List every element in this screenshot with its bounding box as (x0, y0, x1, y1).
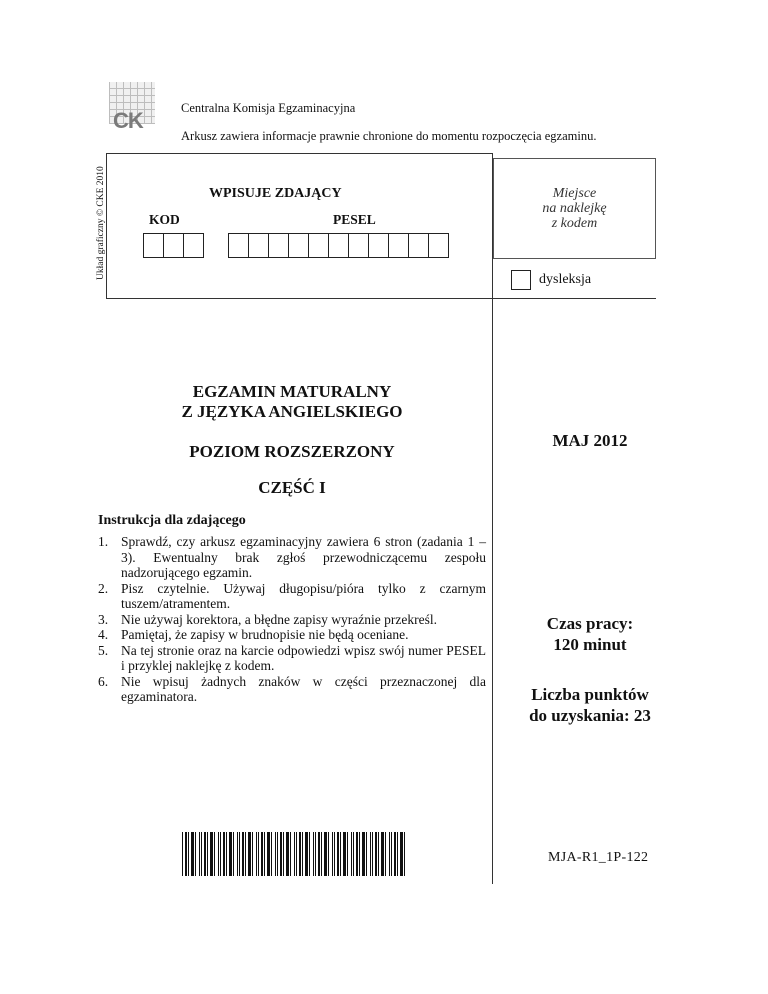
instruction-item: 4. Pamiętaj, że zapisy w brudnopisie nie będą oceniane. (98, 627, 409, 642)
pesel-box[interactable] (268, 233, 289, 258)
sticker-line1: Miejsce (552, 186, 597, 201)
instruction-item: 6. Nie wpisuj żadnych znaków w części przeznaczonej dla egzaminatora. (98, 673, 486, 704)
barcode (182, 832, 405, 876)
points-label: Liczba punktów (531, 685, 649, 704)
kod-box[interactable] (183, 233, 204, 258)
pesel-box[interactable] (428, 233, 449, 258)
instructions-list (98, 534, 486, 705)
instructions-heading: Instrukcja dla zdającego (98, 513, 246, 528)
time-label: Czas pracy: (546, 614, 634, 633)
points-value: do uzyskania: 23 (529, 706, 651, 725)
cke-logo (103, 82, 165, 138)
dyslexia-label: dysleksja (539, 272, 592, 287)
exam-title-line1: EGZAMIN MATURALNY (192, 382, 392, 401)
instruction-item: 3. Nie używaj korektora, a błędne zapisy wyraźnie przekreśl. (98, 611, 437, 627)
kod-box[interactable] (163, 233, 184, 258)
pesel-box[interactable] (288, 233, 309, 258)
pesel-box[interactable] (388, 233, 409, 258)
instruction-item: 1. Sprawdź, czy arkusz egzaminacyjny zawiera 6 stron (zadania 1 – 3). Ewentualny brak zgłoś przewodniczącemu zespołu nadzorującego egzamin. (98, 534, 486, 580)
pesel-box[interactable] (308, 233, 329, 258)
exam-title (140, 382, 444, 422)
instruction-item: 5. Na tej stronie oraz na karcie odpowiedzi wpisz swój numer PESEL i przyklej naklejkę z kodem. (98, 642, 486, 673)
instruction-item: 2. Pisz czytelnie. Używaj długopisu/pióra tylko z czarnym tuszem/atramentem. (98, 580, 486, 611)
pesel-label: PESEL (333, 212, 376, 227)
exam-part: CZĘŚĆ I (258, 478, 326, 497)
left-frame-line (106, 153, 107, 299)
side-credit: Układ graficzny © CKE 2010 (96, 166, 106, 280)
pesel-box[interactable] (228, 233, 249, 258)
kod-label: KOD (149, 212, 180, 227)
time-info (500, 613, 680, 655)
pesel-box[interactable] (408, 233, 429, 258)
vertical-divider (492, 153, 493, 884)
exam-code: MJA-R1_1P-122 (548, 850, 649, 865)
dyslexia-checkbox[interactable] (511, 270, 531, 290)
exam-session: MAJ 2012 (552, 431, 628, 450)
pesel-boxes (228, 233, 449, 258)
candidate-heading: WPISUJE ZDAJĄCY (209, 186, 342, 201)
sticker-area (493, 158, 656, 259)
top-frame-line (106, 153, 493, 154)
pesel-box[interactable] (248, 233, 269, 258)
time-value: 120 minut (553, 635, 627, 654)
pesel-box[interactable] (368, 233, 389, 258)
logo-letters: CK (113, 108, 143, 133)
sticker-line3: z kodem (551, 216, 598, 231)
kod-box[interactable] (143, 233, 164, 258)
pesel-box[interactable] (348, 233, 369, 258)
sticker-line2: na naklejkę (542, 201, 607, 216)
exam-title-line2: Z JĘZYKA ANGIELSKIEGO (181, 402, 403, 421)
institution-name: Centralna Komisja Egzaminacyjna (181, 101, 356, 115)
pesel-box[interactable] (328, 233, 349, 258)
confidentiality-notice: Arkusz zawiera informacje prawnie chronione do momentu rozpoczęcia egzaminu. (181, 129, 597, 143)
kod-boxes (143, 233, 204, 258)
exam-level: POZIOM ROZSZERZONY (189, 442, 395, 461)
points-info (500, 684, 680, 726)
mid-frame-line (106, 298, 656, 299)
